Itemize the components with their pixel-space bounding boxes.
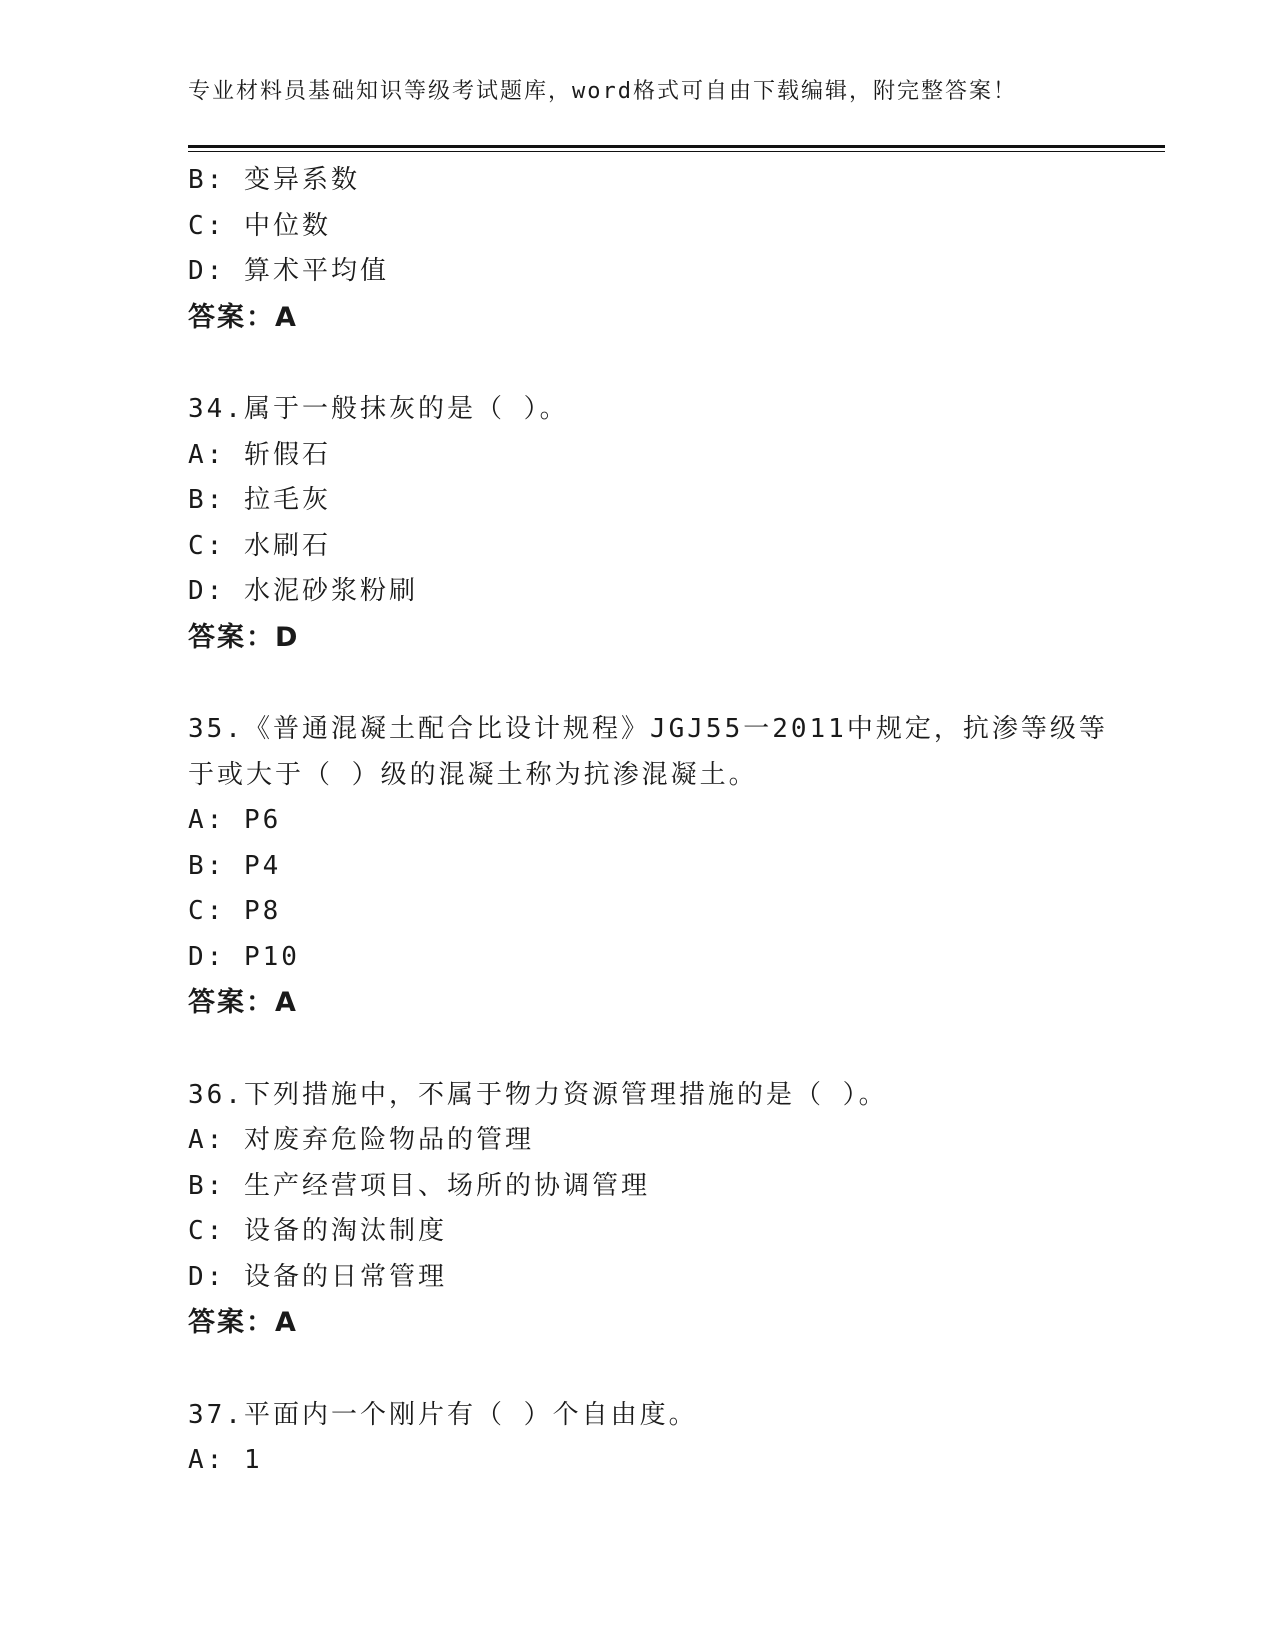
option-b: B: P4	[188, 850, 282, 881]
spacer	[188, 1026, 1148, 1073]
spacer	[188, 340, 1148, 387]
option-d: D: 设备的日常管理	[188, 1261, 447, 1292]
answer-line: 答案：A	[188, 1307, 298, 1338]
option-c: C: 中位数	[188, 210, 331, 241]
question-block-33	[188, 158, 1148, 340]
question-block-34	[188, 387, 1148, 660]
question-list	[188, 158, 1148, 1484]
question-block-36	[188, 1073, 1148, 1346]
question-block-37	[188, 1393, 1148, 1484]
option-d: D: 水泥砂浆粉刷	[188, 576, 418, 606]
question-stem: 37.平面内一个刚片有（ ）个自由度。	[188, 1399, 698, 1430]
option-a: A: 对废弃危险物品的管理	[188, 1125, 534, 1155]
option-c: C: 水刷石	[188, 530, 331, 561]
option-a: A: 1	[188, 1445, 263, 1475]
question-stem-line-1: 35.《普通混凝土配合比设计规程》JGJ55一2011中规定，抗渗等级等	[188, 714, 1108, 744]
option-a: A: 斩假石	[188, 439, 331, 470]
option-b: B: 变异系数	[188, 165, 360, 195]
answer-line: 答案：D	[188, 621, 300, 653]
spacer	[188, 660, 1148, 707]
header-rule-thick	[188, 145, 1165, 148]
option-a: A: P6	[188, 805, 282, 835]
page-header: 专业材料员基础知识等级考试题库，word格式可自由下载编辑，附完整答案！	[188, 79, 1017, 104]
spacer	[188, 1346, 1148, 1393]
answer-line: 答案：A	[188, 301, 298, 333]
option-b: B: 生产经营项目、场所的协调管理	[188, 1170, 650, 1201]
question-stem-line-2: 于或大于（ ）级的混凝土称为抗渗混凝土。	[188, 759, 758, 790]
answer-line: 答案：A	[188, 987, 298, 1018]
question-stem: 34.属于一般抹灰的是（ ）。	[188, 394, 569, 424]
option-d: D: 算术平均值	[188, 256, 389, 286]
option-c: C: 设备的淘汰制度	[188, 1216, 447, 1246]
option-b: B: 拉毛灰	[188, 485, 331, 515]
question-stem: 36.下列措施中，不属于物力资源管理措施的是（ ）。	[188, 1079, 888, 1110]
option-d: D: P10	[188, 941, 300, 972]
header-rule-thin	[188, 151, 1165, 152]
option-c: C: P8	[188, 896, 282, 926]
question-block-35	[188, 707, 1148, 1026]
